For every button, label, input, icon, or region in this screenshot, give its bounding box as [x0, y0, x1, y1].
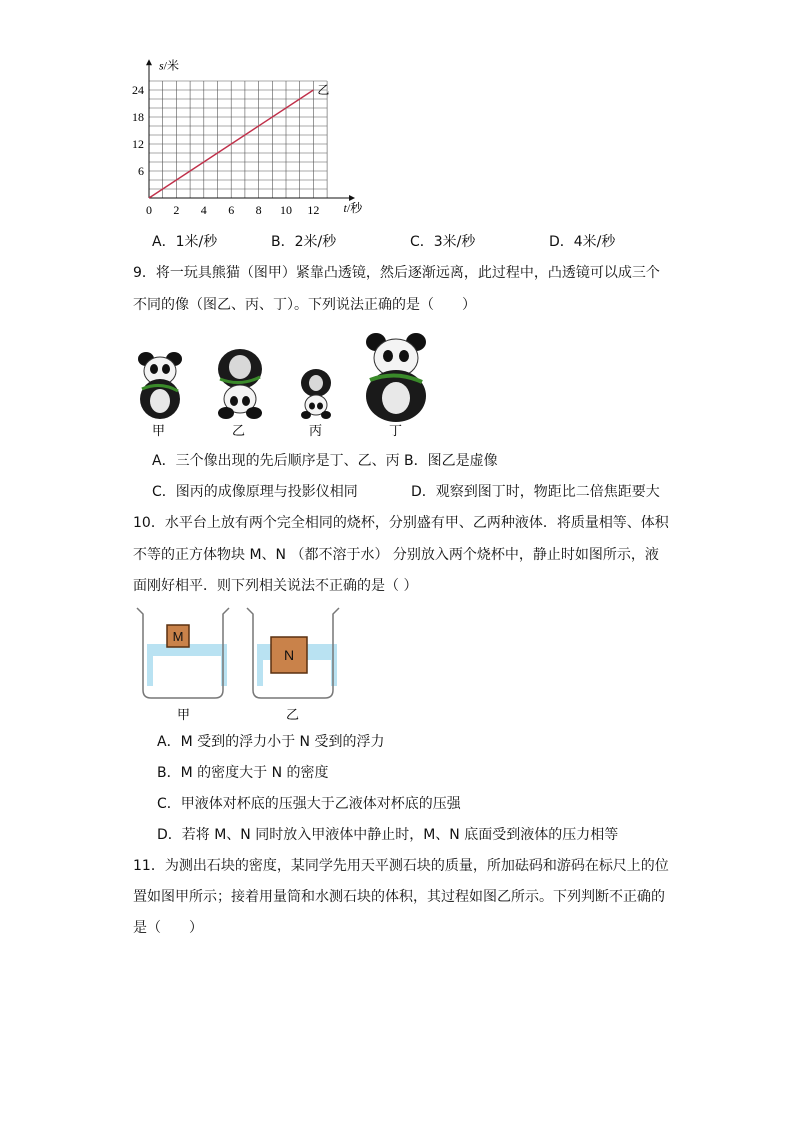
y-tick-label: 6: [138, 164, 144, 178]
q9-option-ab[interactable]: A．三个像出现的先后顺序是丁、乙、丙 B．图乙是虚像: [152, 453, 498, 469]
x-tick-label: 12: [307, 203, 320, 217]
panda-figure: [130, 325, 450, 440]
x-axis-label: t/秒: [343, 201, 363, 215]
q9-stem-line-1: 9．将一玩具熊猫（图甲）紧靠凸透镜，然后逐渐远离，此过程中，凸透镜可以成三个: [133, 265, 660, 281]
panda-ding-image: [366, 333, 426, 422]
panda-caption-yi: 乙: [232, 424, 246, 439]
panda-caption-bing: 丙: [309, 424, 323, 439]
q8-option-a[interactable]: A．1米/秒: [152, 234, 218, 250]
q9-stem-line-2: 不同的像（图乙、丙、丁）。下列说法正确的是（ ）: [133, 297, 476, 313]
q9-option-c[interactable]: C．图丙的成像原理与投影仪相同: [152, 484, 358, 500]
q10-option-a[interactable]: A．M 受到的浮力小于 N 受到的浮力: [157, 734, 385, 750]
q10-stem-line-3: 面刚好相平．则下列相关说法不正确的是（ ）: [133, 578, 418, 594]
q11-stem-line-1: 11．为测出石块的密度，某同学先用天平测石块的质量，所加砝码和游码在标尺上的位: [133, 858, 669, 874]
panda-caption-jia: 甲: [152, 424, 166, 439]
q8-option-c[interactable]: C．3米/秒: [410, 234, 476, 250]
q10-stem-line-2: 不等的正方体物块 M、N （都不溶于水） 分别放入两个烧杯中，静止时如图所示，液: [133, 547, 659, 563]
panda-jia-image: [138, 352, 182, 419]
y-tick-label: 24: [132, 83, 144, 97]
q10-option-d[interactable]: D．若将 M、N 同时放入甲液体中静止时，M、N 底面受到液体的压力相等: [157, 827, 619, 843]
st-graph: [120, 58, 363, 217]
x-tick-label: 8: [255, 203, 262, 217]
x-tick-label: 10: [280, 203, 292, 217]
q10-option-c[interactable]: C．甲液体对杯底的压强大于乙液体对杯底的压强: [157, 796, 461, 812]
panda-yi-image: [218, 349, 262, 419]
q11-stem-line-2: 置如图甲所示；接着用量筒和水测石块的体积，其过程如图乙所示。下列判断不正确的: [133, 889, 665, 905]
x-tick-label: 6: [228, 203, 235, 217]
beaker-caption-yi: 乙: [286, 708, 300, 723]
beaker-jia: [137, 608, 229, 698]
y-axis-arrow: [146, 59, 152, 65]
beaker-yi: [247, 608, 339, 698]
x-tick-label: 2: [173, 203, 180, 217]
y-tick-label: 18: [132, 110, 144, 124]
q11-stem-line-3: 是（ ）: [133, 920, 203, 936]
beaker-caption-jia: 甲: [177, 708, 191, 723]
chart-series: [149, 83, 329, 198]
series-label: 乙: [317, 83, 330, 97]
q8-option-d[interactable]: D．4米/秒: [549, 234, 616, 250]
x-tick-label: 4: [200, 203, 207, 217]
q8-option-b[interactable]: B．2米/秒: [271, 234, 337, 250]
q9-option-d[interactable]: D．观察到图丁时，物距比二倍焦距要大: [411, 484, 660, 500]
q10-stem-line-1: 10．水平台上放有两个完全相同的烧杯，分别盛有甲、乙两种液体．将质量相等、体积: [133, 515, 669, 531]
x-tick-label: 0: [146, 203, 152, 217]
y-axis-label: s/米: [159, 58, 180, 73]
block-m-label: M: [172, 629, 184, 644]
beaker-figure: [133, 604, 353, 724]
block-n-label: N: [283, 647, 295, 663]
panda-bing-image: [301, 369, 331, 419]
q10-option-b[interactable]: B．M 的密度大于 N 的密度: [157, 765, 329, 781]
y-tick-label: 12: [132, 137, 144, 151]
panda-caption-ding: 丁: [389, 424, 403, 439]
